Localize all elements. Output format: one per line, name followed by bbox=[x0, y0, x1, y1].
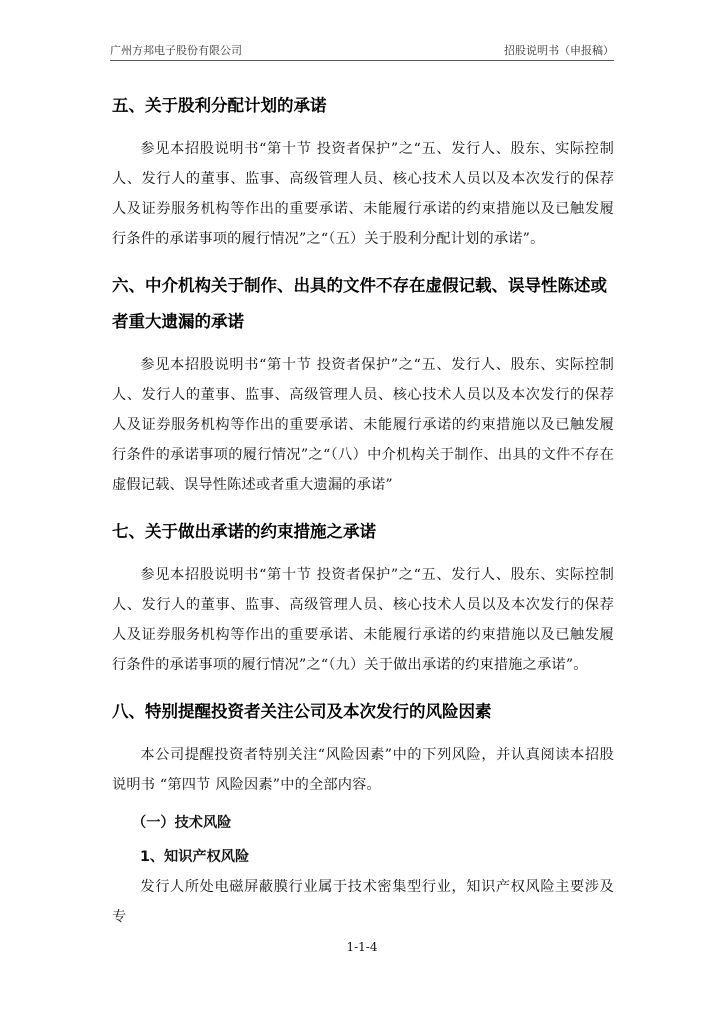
section-paragraph: 参见本招股说明书“第十节 投资者保护”之“五、发行人、股东、实际控制人、发行人的董事、监事、高级管理人员、核心技术人员以及本次发行的保荐人及证券服务机构等作出的重要承诺、未能履行承诺的约束措施以及已触发履行条件的承诺事项的履行情况”之“（八）中介机构关于制作、出具的文件不存在虚假记载、误导性陈述或者重大遗漏的承诺” bbox=[112, 357, 614, 493]
subsubsection-heading: 1、知识产权风险 bbox=[140, 849, 250, 865]
section-6 bbox=[112, 268, 614, 500]
document-body bbox=[112, 88, 614, 932]
page-number: 1-1-4 bbox=[346, 940, 378, 954]
section-heading: 七、关于做出承诺的约束措施之承诺 bbox=[112, 522, 376, 541]
section-paragraph: 本公司提醒投资者特别关注“风险因素”中的下列风险，并认真阅读本招股说明书 “第四节 风险因素”中的全部内容。 bbox=[112, 747, 614, 793]
section-paragraph: 参见本招股说明书“第十节 投资者保护”之“五、发行人、股东、实际控制人、发行人的董事、监事、高级管理人员、核心技术人员以及本次发行的保荐人及证券服务机构等作出的重要承诺、未能履行承诺的约束措施以及已触发履行条件的承诺事项的履行情况”之“（五）关于股利分配计划的承诺”。 bbox=[112, 141, 614, 247]
section-heading: 五、关于股利分配计划的承诺 bbox=[112, 96, 327, 115]
page-header bbox=[110, 42, 614, 58]
section-5 bbox=[112, 88, 614, 254]
header-divider bbox=[110, 60, 614, 61]
risk-paragraph: 发行人所处电磁屏蔽膜行业属于技术密集型行业，知识产权风险主要涉及专 bbox=[112, 879, 614, 925]
company-name: 广州方邦电子股份有限公司 bbox=[110, 44, 242, 57]
section-heading: 六、中介机构关于制作、出具的文件不存在虚假记载、误导性陈述或者重大遗漏的承诺 bbox=[112, 276, 607, 331]
document-title: 招股说明书（申报稿） bbox=[504, 44, 614, 57]
section-7 bbox=[112, 514, 614, 680]
section-heading: 八、特别提醒投资者关注公司及本次发行的风险因素 bbox=[112, 702, 492, 721]
section-8 bbox=[112, 694, 614, 800]
section-paragraph: 参见本招股说明书“第十节 投资者保护”之“五、发行人、股东、实际控制人、发行人的董事、监事、高级管理人员、核心技术人员以及本次发行的保荐人及证券服务机构等作出的重要承诺、未能履行承诺的约束措施以及已触发履行条件的承诺事项的履行情况”之“（九）关于做出承诺的约束措施之承诺”。 bbox=[112, 567, 614, 673]
subsection-heading: （一）技术风险 bbox=[132, 815, 232, 831]
